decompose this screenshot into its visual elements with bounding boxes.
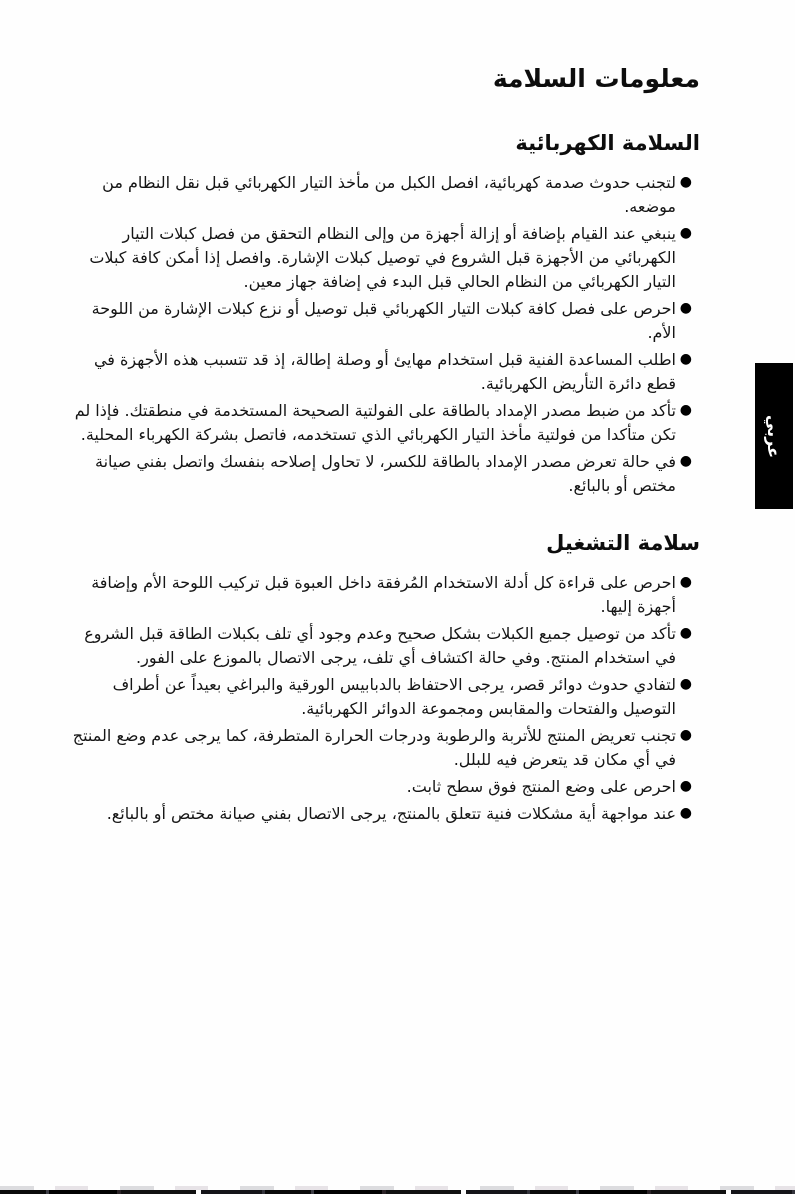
list-item xyxy=(60,673,700,721)
list-item-text: لتفادي حدوث دوائر قصر، يرجى الاحتفاظ بالدبابيس الورقية والبراغي بعيداً عن أطراف التوصيل والفتحات والمقابس ومجموعة الدوائر الكهربائية. xyxy=(112,675,676,718)
list-item xyxy=(60,222,700,294)
section-heading-operation: سلامة التشغيل xyxy=(546,531,700,555)
bullet-icon: ● xyxy=(679,174,692,190)
language-tab xyxy=(755,363,793,509)
list-item xyxy=(60,297,700,345)
section-operation-safety xyxy=(60,528,700,826)
list-item xyxy=(60,724,700,772)
list-item xyxy=(60,802,700,826)
bullet-icon: ● xyxy=(679,402,692,418)
list-item-text: تجنب تعريض المنتج للأتربة والرطوبة ودرجات الحرارة المتطرفة، كما يرجى عدم وضع المنتج في أي مكان قد يتعرض فيه للبلل. xyxy=(72,726,676,769)
language-tab-label: عربي xyxy=(764,414,784,458)
list-item-text: احرص على قراءة كل أدلة الاستخدام المُرفقة داخل العبوة قبل تركيب اللوحة الأم وإضافة أجهزة إليها. xyxy=(91,573,676,616)
bullet-icon: ● xyxy=(679,625,692,641)
document-body xyxy=(60,128,700,829)
operation-safety-list xyxy=(60,571,700,826)
list-item xyxy=(60,622,700,670)
electrical-safety-list xyxy=(60,171,700,498)
list-item-text: عند مواجهة أية مشكلات فنية تتعلق بالمنتج، يرجى الاتصال بفني صيانة مختص أو بالبائع. xyxy=(106,804,676,823)
list-item xyxy=(60,450,700,498)
list-item-text: تأكد من ضبط مصدر الإمداد بالطاقة على الفولتية الصحيحة المستخدمة في منطقتك. فإذا لم تكن متأكدا من فولتية مأخذ التيار الكهربائي الذي تستخدمه، فاتصل بشركة الكهرباء المحلية. xyxy=(74,401,676,444)
bullet-icon: ● xyxy=(679,453,692,469)
section-heading-electrical: السلامة الكهربائية xyxy=(515,131,700,155)
page-title: معلومات السلامة xyxy=(492,64,700,93)
section-electrical-safety xyxy=(60,128,700,498)
bullet-icon: ● xyxy=(679,351,692,367)
bullet-icon: ● xyxy=(679,225,692,241)
list-item-text: احرص على فصل كافة كبلات التيار الكهربائي قبل توصيل أو نزع كبلات الإشارة من اللوحة الأم. xyxy=(91,299,676,342)
list-item xyxy=(60,775,700,799)
list-item-text: اطلب المساعدة الفنية قبل استخدام مهايئ أو وصلة إطالة، إذ قد تتسبب هذه الأجهزة في قطع دائرة التأريض الكهربائية. xyxy=(93,350,676,393)
bullet-icon: ● xyxy=(679,574,692,590)
scan-artifact-edge-line xyxy=(0,1190,795,1194)
list-item xyxy=(60,171,700,219)
list-item-text: تأكد من توصيل جميع الكبلات بشكل صحيح وعدم وجود أي تلف بكبلات الطاقة قبل الشروع في استخدام المنتج. وفي حالة اكتشاف أي تلف، يرجى الاتصال بالموزع على الفور. xyxy=(84,624,676,667)
bullet-icon: ● xyxy=(679,727,692,743)
list-item-text: في حالة تعرض مصدر الإمداد بالطاقة للكسر، لا تحاول إصلاحه بنفسك واتصل بفني صيانة مختص أو بالبائع. xyxy=(94,452,676,495)
list-item xyxy=(60,571,700,619)
list-item xyxy=(60,348,700,396)
bullet-icon: ● xyxy=(679,778,692,794)
list-item xyxy=(60,399,700,447)
bullet-icon: ● xyxy=(679,676,692,692)
list-item-text: احرص على وضع المنتج فوق سطح ثابت. xyxy=(406,777,676,796)
list-item-text: ينبغي عند القيام بإضافة أو إزالة أجهزة من وإلى النظام التحقق من فصل كبلات التيار الكهربائي من الأجهزة قبل الشروع في توصيل كبلات الإشارة. وافصل إذا أمكن كافة كبلات التيار الكهربائي من النظام الحالي قبل البدء في إضافة جهاز معين. xyxy=(89,224,676,291)
list-item-text: لتجنب حدوث صدمة كهربائية، افصل الكبل من مأخذ التيار الكهربائي قبل نقل النظام من موضعه. xyxy=(102,173,676,216)
bullet-icon: ● xyxy=(679,805,692,821)
bullet-icon: ● xyxy=(679,300,692,316)
